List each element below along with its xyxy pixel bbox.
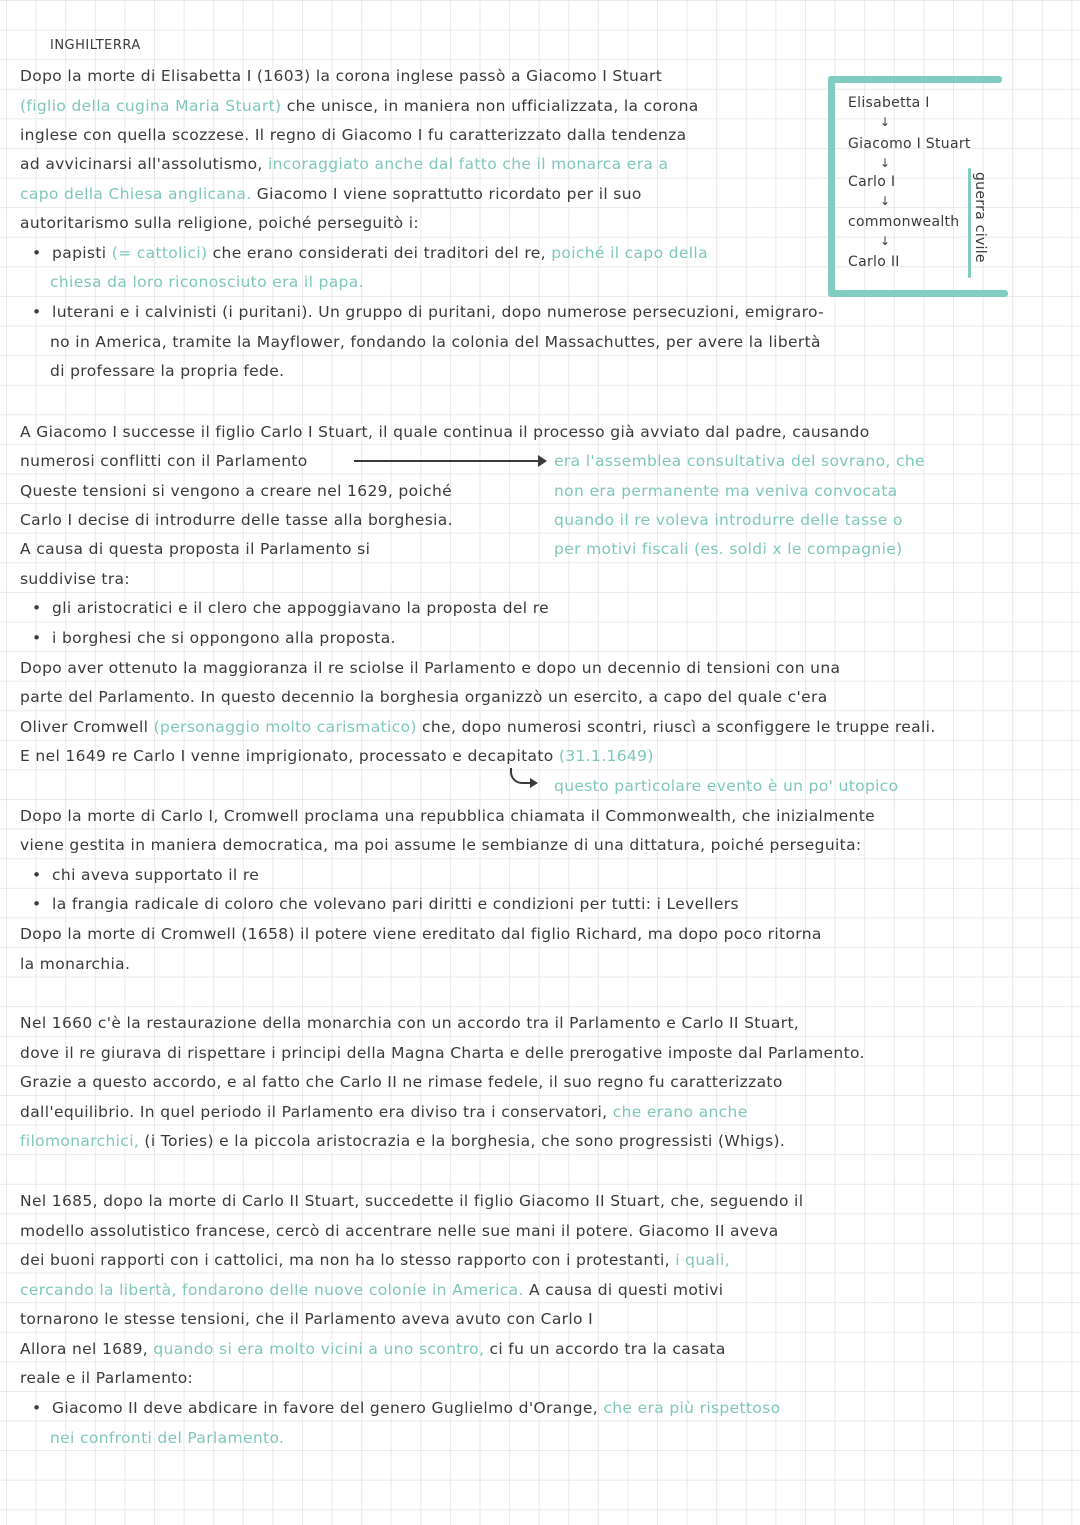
utopic-note: questo particolare evento è un po' utopico (554, 777, 899, 795)
p5-line-7: reale e il Parlamento: (20, 1369, 194, 1387)
p3-line-1: Dopo la morte di Carlo I, Cromwell proclama una repubblica chiamata il Commonwealth, che inizialmente (20, 807, 876, 825)
tree-frame-bottom (828, 290, 1008, 297)
parliament-note-3: quando il re voleva introdurre delle tasse o (554, 511, 903, 529)
p1-line-6: autoritarismo sulla religione, poiché perseguitò i: (20, 214, 419, 232)
p5-line-6: Allora nel 1689, quando si era molto vicini a uno scontro, ci fu un accordo tra la casata (20, 1340, 726, 1358)
p3-line-2: viene gestita in maniera democratica, ma poi assume le sembianze di una dittatura, poiché perseguita: (20, 836, 862, 854)
tree-frame-top (828, 76, 1002, 83)
p1-line-5-black: Giacomo I viene soprattutto ricordato per il suo (251, 185, 642, 203)
p1-line-1: Dopo la morte di Elisabetta I (1603) la corona inglese passò a Giacomo I Stuart (20, 67, 663, 85)
p5-bullet-giacomo-cont: nei confronti del Parlamento. (50, 1429, 285, 1447)
tree-side-label: guerra civile (972, 172, 988, 263)
p1-bullet-papisti-cont: chiesa da loro riconosciuto era il papa. (50, 273, 364, 291)
arrow-to-note (354, 460, 542, 462)
p5-line-2: modello assolutistico francese, cercò di accentrare nelle sue mani il potere. Giacomo II aveva (20, 1222, 779, 1240)
tree-node-giacomo: Giacomo I Stuart (848, 136, 971, 152)
tree-node-elisabetta: Elisabetta I (848, 95, 930, 111)
p2-bullet-aristocratici: • gli aristocratici e il clero che appoggiavano la proposta del re (32, 599, 549, 617)
p2-line-10: E nel 1649 re Carlo I venne imprigionato, processato e decapitato (31.1.1649) (20, 747, 654, 765)
p2-line-9: Oliver Cromwell (personaggio molto carismatico) che, dopo numerosi scontri, riuscì a sconfiggere le truppe reali. (20, 718, 936, 736)
p5-line-4: cercando la libertà, fondarono delle nuove colonie in America. A causa di questi motivi (20, 1281, 724, 1299)
p3-line-4: la monarchia. (20, 955, 131, 973)
parliament-note-2: non era permanente ma veniva convocata (554, 482, 898, 500)
p1-line-4-black: ad avvicinarsi all'assolutismo, (20, 155, 263, 173)
p1-line-5-green: capo della Chiesa anglicana. (20, 185, 252, 203)
p2-line-5: A causa di questa proposta il Parlamento si (20, 540, 371, 558)
p4-line-4: dall'equilibrio. In quel periodo il Parlamento era diviso tra i conservatori, che erano anche (20, 1103, 748, 1121)
p5-bullet-giacomo: • Giacomo II deve abdicare in favore del genero Guglielmo d'Orange, che era più rispettoso (32, 1399, 781, 1417)
p2-line-2: numerosi conflitti con il Parlamento (20, 452, 308, 470)
p1-line-2-black: che unisce, in maniera non ufficializzata, la corona (281, 97, 699, 115)
p1-line-4 (20, 154, 668, 174)
p1-bullet-luterani-cont-2: di professare la propria fede. (50, 362, 285, 380)
p1-line-4-green: incoraggiato anche dal fatto che il monarca era a (262, 155, 669, 173)
p4-line-1: Nel 1660 c'è la restaurazione della monarchia con un accordo tra il Parlamento e Carlo II Stuart, (20, 1014, 800, 1032)
civil-war-bracket (968, 168, 971, 278)
page-title: INGHILTERRA (50, 38, 141, 53)
p1-bullet-luterani: • luterani e i calvinisti (i puritani). Un gruppo di puritani, dopo numerose persecuzioni, emigraro- (32, 303, 825, 321)
p1-bullet-luterani-cont-1: no in America, tramite la Mayflower, fondando la colonia del Massachuttes, per avere la libertà (50, 333, 821, 351)
p2-line-7: Dopo aver ottenuto la maggioranza il re sciolse il Parlamento e dopo un decennio di tensioni con una (20, 659, 841, 677)
p2-line-8: parte del Parlamento. In questo decennio la borghesia organizzò un esercito, a capo del quale c'era (20, 688, 828, 706)
parliament-note-4: per motivi fiscali (es. soldi x le compagnie) (554, 540, 903, 558)
p2-line-4: Carlo I decise di introdurre delle tasse alla borghesia. (20, 511, 453, 529)
p1-line-2-green: (figlio della cugina Maria Stuart) (20, 97, 282, 115)
p1-line-3: inglese con quella scozzese. Il regno di Giacomo I fu caratterizzato dalla tendenza (20, 126, 687, 144)
tree-arrow-1: ↓ (880, 115, 891, 129)
p1-line-2 (20, 96, 699, 116)
tree-node-carlo-i: Carlo I (848, 174, 896, 190)
tree-frame-left (828, 76, 835, 294)
p3-bullet-1: • chi aveva supportato il re (32, 866, 260, 884)
p1-bullet-papisti: • papisti (= cattolici) che erano considerati dei traditori del re, poiché il capo della (32, 244, 708, 262)
p4-line-5: filomonarchici, (i Tories) e la piccola aristocrazia e la borghesia, che sono progressisti (Whigs). (20, 1132, 786, 1150)
p3-bullet-2: • la frangia radicale di coloro che volevano pari diritti e condizioni per tutti: i Levellers (32, 895, 739, 913)
p2-line-6: suddivise tra: (20, 570, 130, 588)
p5-line-5: tornarono le stesse tensioni, che il Parlamento aveva avuto con Carlo I (20, 1310, 594, 1328)
tree-arrow-3: ↓ (880, 194, 891, 208)
tree-node-carlo-ii: Carlo II (848, 254, 900, 270)
p4-line-3: Grazie a questo accordo, e al fatto che Carlo II ne rimase fedele, il suo regno fu caratterizzato (20, 1073, 783, 1091)
p2-bullet-borghesi: • i borghesi che si oppongono alla proposta. (32, 629, 396, 647)
tree-arrow-4: ↓ (880, 234, 891, 248)
p2-line-1: A Giacomo I successe il figlio Carlo I Stuart, il quale continua il processo già avviato dal padre, causando (20, 423, 870, 441)
p2-line-3: Queste tensioni si vengono a creare nel 1629, poiché (20, 482, 453, 500)
p4-line-2: dove il re giurava di rispettare i principi della Magna Charta e delle prerogative imposte dal Parlamento. (20, 1044, 865, 1062)
p5-line-1: Nel 1685, dopo la morte di Carlo II Stuart, succedette il figlio Giacomo II Stuart, che, seguendo il (20, 1192, 804, 1210)
p3-line-3: Dopo la morte di Cromwell (1658) il potere viene ereditato dal figlio Richard, ma dopo poco ritorna (20, 925, 822, 943)
hook-arrow-head-icon (530, 778, 538, 788)
tree-arrow-2: ↓ (880, 156, 891, 170)
parliament-note-1: era l'assemblea consultativa del sovrano, che (554, 452, 925, 470)
p5-line-3: dei buoni rapporti con i cattolici, ma non ha lo stesso rapporto con i protestanti, i quali, (20, 1251, 730, 1269)
arrow-head-icon (538, 455, 547, 467)
p1-line-5 (20, 184, 642, 204)
tree-node-commonwealth: commonwealth (848, 214, 960, 230)
hook-arrow (510, 768, 532, 784)
